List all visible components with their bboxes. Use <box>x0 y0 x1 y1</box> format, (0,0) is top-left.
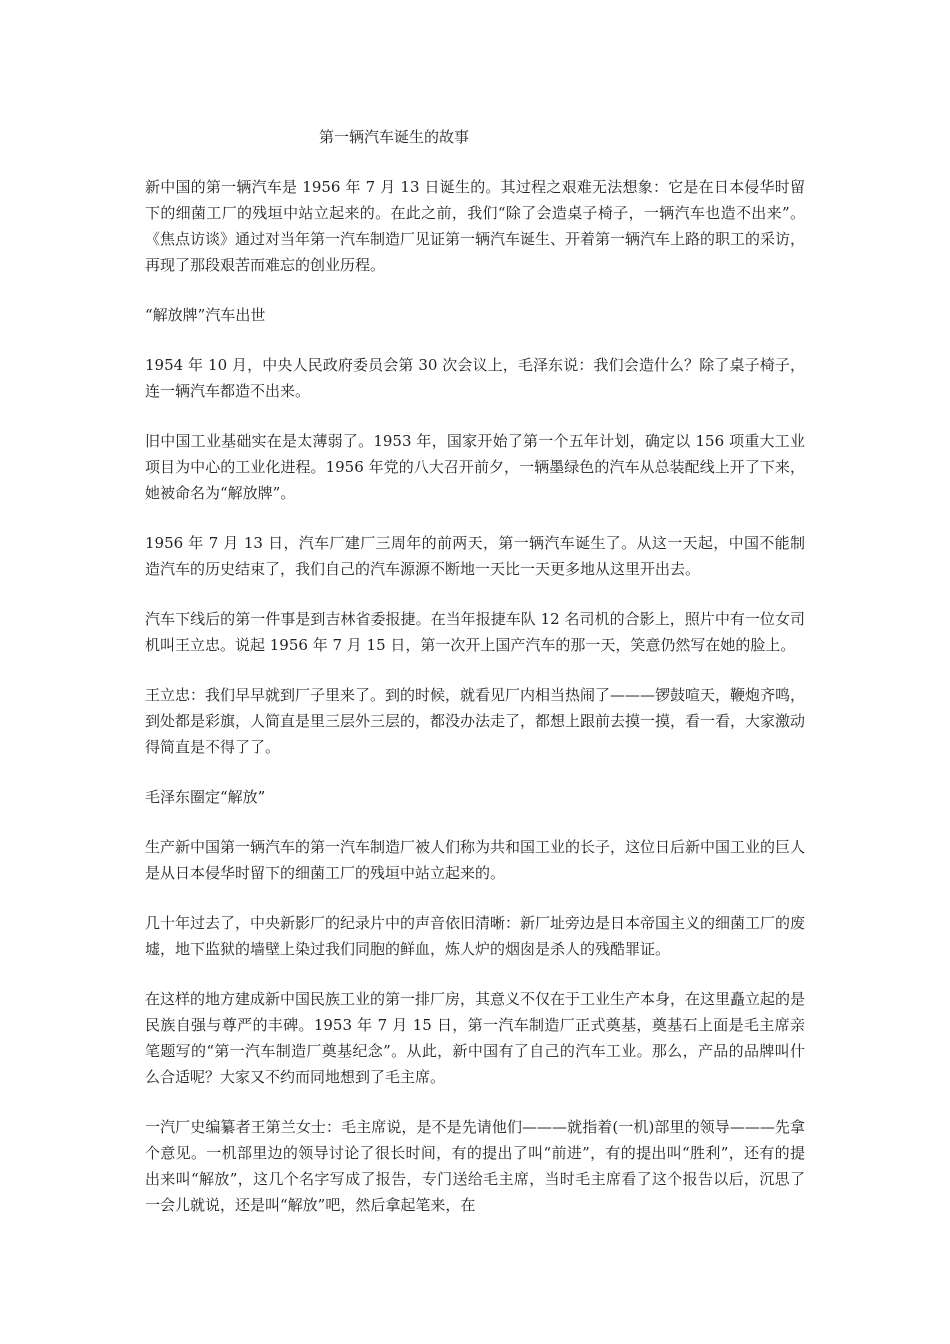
paragraph: 王立忠：我们早早就到厂子里来了。到的时候，就看见厂内相当热闹了———锣鼓喧天，鞭炮齐鸣，到处都是彩旗，人简直是里三层外三层的，都没办法走了，都想上跟前去摸一摸，看一看，大家激动得简直是不得了了。 <box>145 686 806 756</box>
document-title: 第一辆汽车诞生的故事 <box>319 128 470 146</box>
paragraph: 1956 年 7 月 13 日，汽车厂建厂三周年的前两天，第一辆汽车诞生了。从这一天起，中国不能制造汽车的历史结束了，我们自己的汽车源源不断地一天比一天更多地从这里开出去。 <box>145 534 805 578</box>
section-heading: 毛泽东圈定“解放” <box>145 788 266 806</box>
section-heading: “解放牌”汽车出世 <box>145 306 266 324</box>
paragraph: 在这样的地方建成新中国民族工业的第一排厂房，其意义不仅在于工业生产本身，在这里矗立起的是民族自强与尊严的丰碑。1953 年 7 月 15 日，第一汽车制造厂正式奠基，奠基石上面是毛主席亲笔题写的“第一汽车制造厂奠基纪念”。从此，新中国有了自己的汽车工业。那么，产品的品牌叫什么合适呢？大家又不约而同地想到了毛主席。 <box>145 990 806 1086</box>
paragraph: 汽车下线后的第一件事是到吉林省委报捷。在当年报捷车队 12 名司机的合影上，照片中有一位女司机叫王立忠。说起 1956 年 7 月 15 日，第一次开上国产汽车的那一天，笑意仍然写在她的脸上。 <box>145 610 805 654</box>
paragraph: 几十年过去了，中央新影厂的纪录片中的声音依旧清晰：新厂址旁边是日本帝国主义的细菌工厂的废墟，地下监狱的墙壁上染过我们同胞的鲜血，炼人炉的烟囱是杀人的残酷罪证。 <box>145 914 806 958</box>
document-body <box>145 124 805 1242</box>
paragraph: 生产新中国第一辆汽车的第一汽车制造厂被人们称为共和国工业的长子，这位日后新中国工业的巨人是从日本侵华时留下的细菌工厂的残垣中站立起来的。 <box>145 838 806 882</box>
paragraph: 新中国的第一辆汽车是 1956 年 7 月 13 日诞生的。其过程之艰难无法想象：它是在日本侵华时留下的细菌工厂的残垣中站立起来的。在此之前，我们“除了会造桌子椅子，一辆汽车也造不出来”。《焦点访谈》通过对当年第一汽车制造厂见证第一辆汽车诞生、开着第一辆汽车上路的职工的采访，再现了那段艰苦而难忘的创业历程。 <box>145 178 806 274</box>
paragraph: 一汽厂史编纂者王第兰女士：毛主席说，是不是先请他们———就指着(一机)部里的领导———先拿个意见。一机部里边的领导讨论了很长时间，有的提出了叫“前进”，有的提出叫“胜利”，还有的提出来叫“解放”，这几个名字写成了报告，专门送给毛主席，当时毛主席看了这个报告以后，沉思了一会儿就说，还是叫“解放”吧，然后拿起笔来，在 <box>145 1118 805 1214</box>
paragraph: 旧中国工业基础实在是太薄弱了。1953 年，国家开始了第一个五年计划，确定以 156 项重大工业项目为中心的工业化进程。1956 年党的八大召开前夕，一辆墨绿色的汽车从总装配线上开了下来，她被命名为“解放牌”。 <box>145 432 805 502</box>
paragraph: 1954 年 10 月，中央人民政府委员会第 30 次会议上，毛泽东说：我们会造什么？除了桌子椅子，连一辆汽车都造不出来。 <box>145 356 805 400</box>
